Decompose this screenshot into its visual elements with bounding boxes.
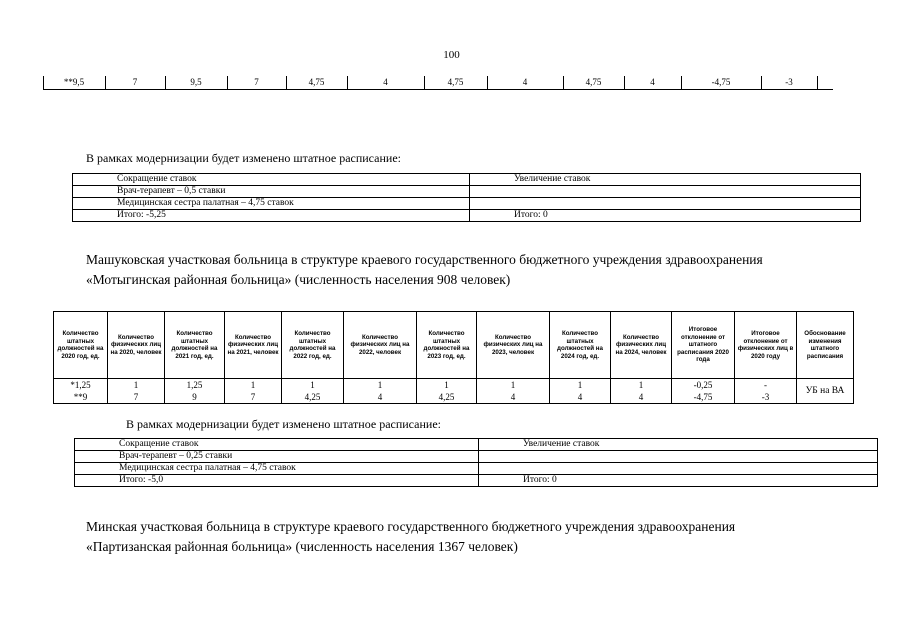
table-cell: 7 [225,391,282,404]
top-cell: 4,75 [447,77,464,87]
heading-line: Машуковская участковая больница в структуре краевого государственного бюджетного учреждения здравоохранения [86,252,763,267]
increase-total: Итого: 0 [470,210,861,222]
top-cell: 9,5 [190,77,202,87]
reduction-item: Медицинская сестра палатная – 4,75 ставок [75,463,479,475]
heading-line: «Мотыгинская районная больница» (численность населения 908 человек) [86,272,511,287]
table-cell: 4,25 [417,391,477,404]
column-header: Итоговое отклонение от физических лиц в 2020 году [735,312,797,379]
top-cell: 7 [254,77,259,87]
top-cell: 7 [132,77,138,87]
table-row [54,379,854,392]
column-header: Количество штатных должностей на 2024 год, ед. [550,312,611,379]
increase-header: Увеличение ставок [479,439,878,451]
table-cell: 4 [344,391,417,404]
increase-item [470,198,861,210]
table-cell: 4,25 [282,391,344,404]
column-header: Количество штатных должностей на 2020 год, ед. [54,312,108,379]
heading-line: Минская участковая больница в структуре краевого государственного бюджетного учреждения здравоохранения [86,519,736,534]
reduction-item: Врач-терапевт – 0,25 ставки [75,451,479,463]
top-cell: -4,75 [711,77,731,87]
column-header: Количество физических лиц на 2022, человек [344,312,417,379]
increase-item [470,186,861,198]
table-cell: 4 [550,391,611,404]
column-header: Количество физических лиц на 2021, человек [225,312,282,379]
reduction-total: Итого: -5,0 [75,475,479,487]
continued-table-row [43,76,833,90]
table-cell: -4,75 [672,391,735,404]
column-header: Количество штатных должностей на 2021 год, ед. [165,312,225,379]
increase-item [479,451,878,463]
column-header: Обоснование изменения штатного расписания [797,312,854,379]
table-cell: 1,25 [165,379,225,392]
column-header: Количество физических лиц на 2020, человек [108,312,165,379]
top-cell: 4,75 [585,77,602,87]
column-header: Итоговое отклонение от штатного расписания 2020 года [672,312,735,379]
reduction-item: Медицинская сестра палатная – 4,75 ставок [73,198,470,210]
table-cell: 1 [611,379,672,392]
reduction-item: Врач-терапевт – 0,5 ставки [73,186,470,198]
table-cell: 1 [550,379,611,392]
reduction-total: Итого: -5,25 [73,210,470,222]
section2-intro: В рамках модернизации будет изменено штатное расписание: [126,417,441,431]
staffing-change-table-2 [74,438,878,487]
staffing-change-table-1 [72,173,861,222]
reduction-header: Сокращение ставок [73,174,470,186]
staffing-table [53,311,854,404]
top-cell: -3 [785,77,793,87]
table-cell: 1 [477,379,550,392]
reduction-header: Сокращение ставок [75,439,479,451]
table-cell: 4 [611,391,672,404]
top-cell: 4 [522,77,528,87]
hospital-heading-1 [86,250,763,290]
table-cell: - [735,379,797,392]
table-cell: 4 [477,391,550,404]
table-cell: 9 [165,391,225,404]
table-cell: 1 [282,379,344,392]
top-cell: **9,5 [63,77,85,87]
heading-line: «Партизанская районная больница» (численность населения 1367 человек) [86,539,518,554]
increase-header: Увеличение ставок [470,174,861,186]
table-cell: -3 [735,391,797,404]
column-header: Количество штатных должностей на 2022 год, ед. [282,312,344,379]
table-cell: 1 [225,379,282,392]
page-number: 100 [443,49,460,61]
table-cell: 1 [417,379,477,392]
increase-item [479,463,878,475]
top-cell: 4 [650,77,655,87]
table-cell: 7 [108,391,165,404]
section1-intro: В рамках модернизации будет изменено штатное расписание: [86,151,401,165]
top-cell: 4 [383,77,388,87]
column-header: Количество физических лиц на 2024, человек [611,312,672,379]
table-row [54,391,854,404]
table-cell: 1 [344,379,417,392]
table-cell: **9 [54,391,108,404]
column-header: Количество штатных должностей на 2023 год, ед. [417,312,477,379]
table-cell: *1,25 [54,379,108,392]
table-cell: 1 [108,379,165,392]
hospital-heading-2 [86,517,735,557]
column-header: Количество физических лиц на 2023, человек [477,312,550,379]
top-cell: 4,75 [308,77,325,87]
table-cell: -0,25 [672,379,735,392]
basis-cell: УБ на ВА [797,379,854,404]
increase-total: Итого: 0 [479,475,878,487]
